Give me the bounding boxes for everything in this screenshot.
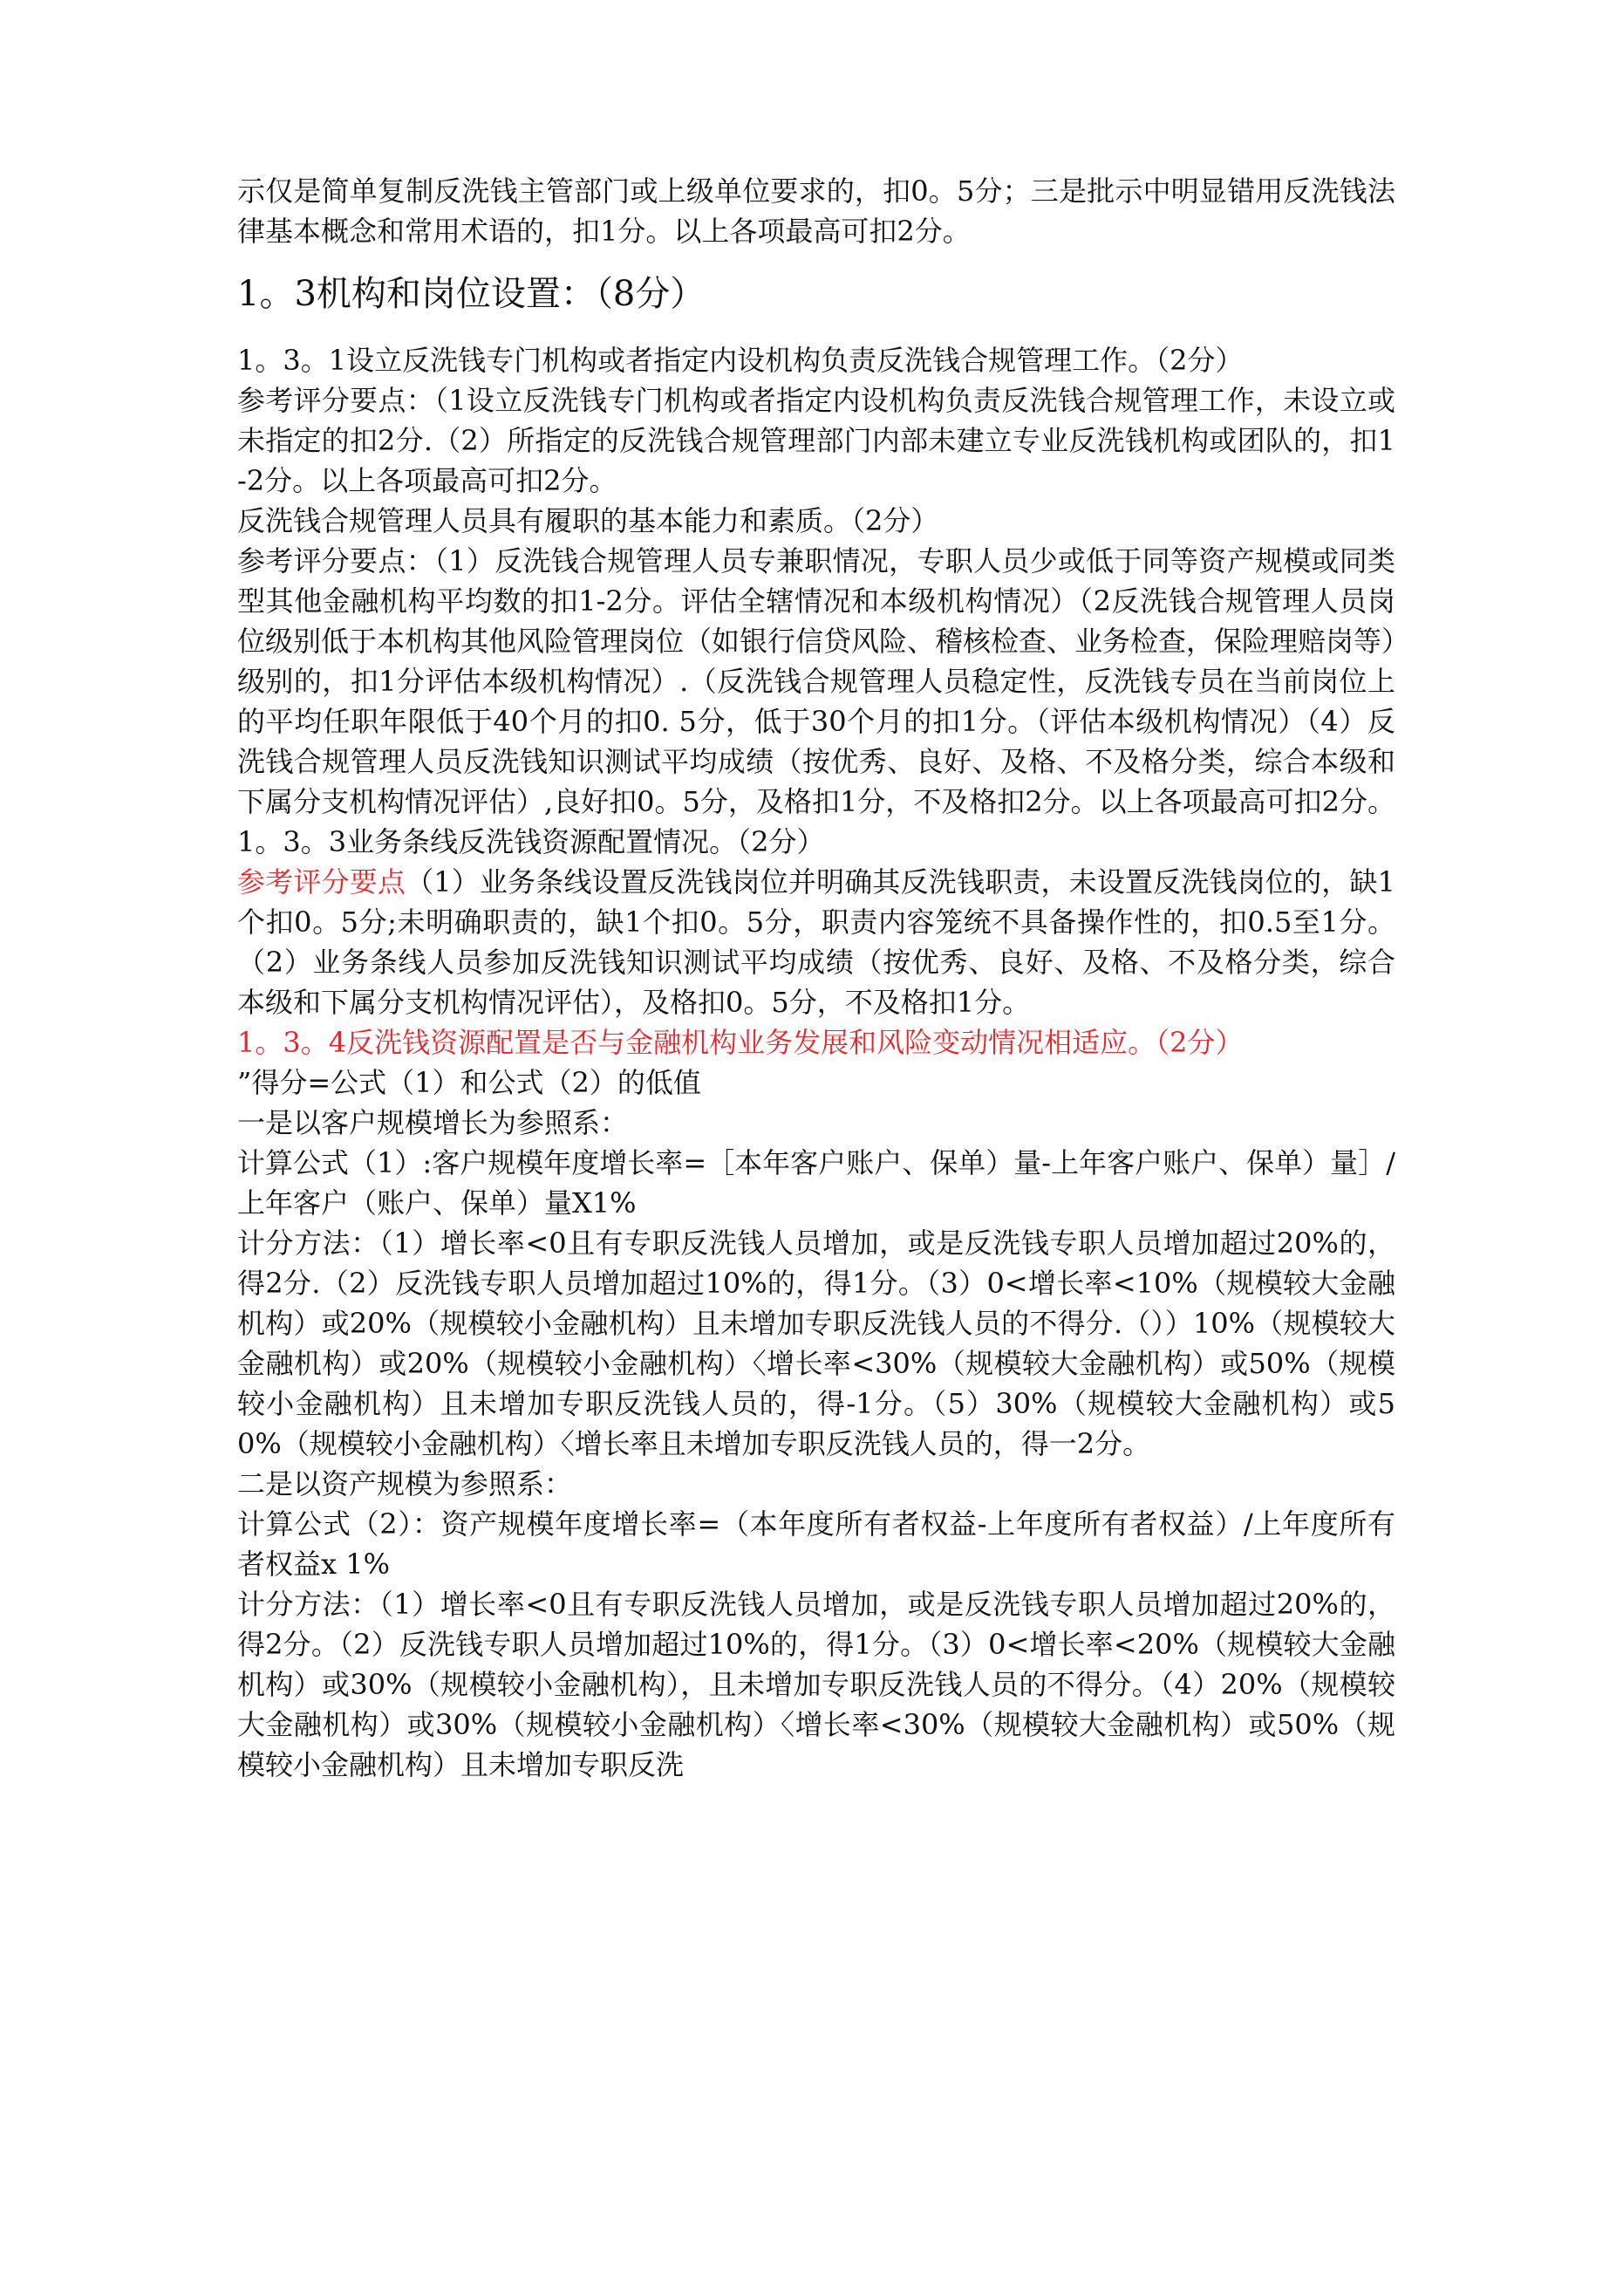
reference-label: 参考评分要点 xyxy=(237,865,406,899)
item-1-3-3: 1。3。3业务条线反洗钱资源配置情况。（2分） xyxy=(237,825,825,858)
scoring-method-1: 计分方法：（1）增长率<0且有专职反洗钱人员增加，或是反洗钱专职人员增加超过20%的，得2分.（2）反洗钱专职人员增加超过10%的，得1分。（3）0<增长率<10%（规模较大金融机构）或20%（规模较小金融机构）且未增加专职反洗钱人员的不得分.（））10%（规模较大金融机构）或20%（规模较小金融机构）〈增长率<30%（规模较大金融机构）或50%（规模较小金融机构）且未增加专职反洗钱人员的，得-1分。（5）30%（规模较大金融机构）或50%（规模较小金融机构）〈增长率且未增加专职反洗钱人员的，得一2分。 xyxy=(237,1227,1395,1460)
reference-text: （1）业务条线设置反洗钱岗位并明确其反洗钱职责，未设置反洗钱岗位的，缺1个扣0。5分;未明确职责的，缺1个扣0。5分，职责内容笼统不具备操作性的，扣0.5至1分。（2）业务条线人员参加反洗钱知识测试平均成绩（按优秀、良好、及格、不及格分类，综合本级和下属分支机构情况评估），及格扣0。5分，不及格扣1分。 xyxy=(237,865,1395,1019)
formula-1: 计算公式（1）:客户规模年度增长率=［本年客户账户、保单）量-上年客户账户、保单）量］/上年客户（账户、保单）量X1% xyxy=(237,1146,1395,1220)
scoring-method-2: 计分方法：（1）增长率<0且有专职反洗钱人员增加，或是反洗钱专职人员增加超过20%的，得2分。（2）反洗钱专职人员增加超过10%的，得1分。（3）0<增长率<20%（规模较大金融机构）或30%（规模较小金融机构），且未增加专职反洗钱人员的不得分。（4）20%（规模较大金融机构）或30%（规模较小金融机构）〈增长率<30%（规模较大金融机构）或50%（规模较小金融机构）且未增加专职反洗 xyxy=(237,1588,1395,1781)
reference-system-2-title: 二是以资产规模为参照系： xyxy=(237,1467,573,1500)
document-page xyxy=(237,171,1395,1785)
item-1-3-4: 1。3。4反洗钱资源配置是否与金融机构业务发展和风险变动情况相适应。（2分） xyxy=(237,1026,1244,1059)
reference-system-1-title: 一是以客户规模增长为参照系： xyxy=(237,1106,629,1139)
formula-2: 计算公式（2）：资产规模年度增长率=（本年度所有者权益-上年度所有者权益）/上年度所有者权益x 1% xyxy=(237,1507,1395,1581)
item-1-3-1-reference: 参考评分要点：（1设立反洗钱专门机构或者指定内设机构负责反洗钱合规管理工作，未设立或未指定的扣2分.（2）所指定的反洗钱合规管理部门内部未建立专业反洗钱机构或团队的，扣1-2分。以上各项最高可扣2分。 xyxy=(237,384,1395,497)
item-1-3-2-reference: 参考评分要点：（1）反洗钱合规管理人员专兼职情况，专职人员少或低于同等资产规模或同类型其他金融机构平均数的扣1-2分。评估全辖情况和本级机构情况）（2反洗钱合规管理人员岗位级别低于本机构其他风险管理岗位（如银行信贷风险、稽核检查、业务检查，保险理赔岗等）级别的，扣1分评估本级机构情况）.（反洗钱合规管理人员稳定性，反洗钱专员在当前岗位上的平均任职年限低于40个月的扣0. 5分，低于30个月的扣1分。（评估本级机构情况）（4）反洗钱合规管理人员反洗钱知识测试平均成绩（按优秀、良好、及格、不及格分类，综合本级和下属分支机构情况评估）,良好扣0。5分，及格扣1分，不及格扣2分。以上各项最高可扣2分。 xyxy=(237,544,1396,818)
section-heading: 1。3机构和岗位设置：（8分） xyxy=(237,274,706,314)
item-1-3-1: 1。3。1设立反洗钱专门机构或者指定内设机构负责反洗钱合规管理工作。（2分） xyxy=(237,344,1244,377)
score-rule: ”得分=公式（1）和公式（2）的低值 xyxy=(237,1066,701,1099)
intro-paragraph: 示仅是简单复制反洗钱主管部门或上级单位要求的，扣0。5分；三是批示中明显错用反洗钱法律基本概念和常用术语的，扣1分。以上各项最高可扣2分。 xyxy=(237,174,1395,248)
item-1-3-3-reference xyxy=(237,862,1395,1022)
item-1-3-2: 反洗钱合规管理人员具有履职的基本能力和素质。（2分） xyxy=(237,504,939,537)
